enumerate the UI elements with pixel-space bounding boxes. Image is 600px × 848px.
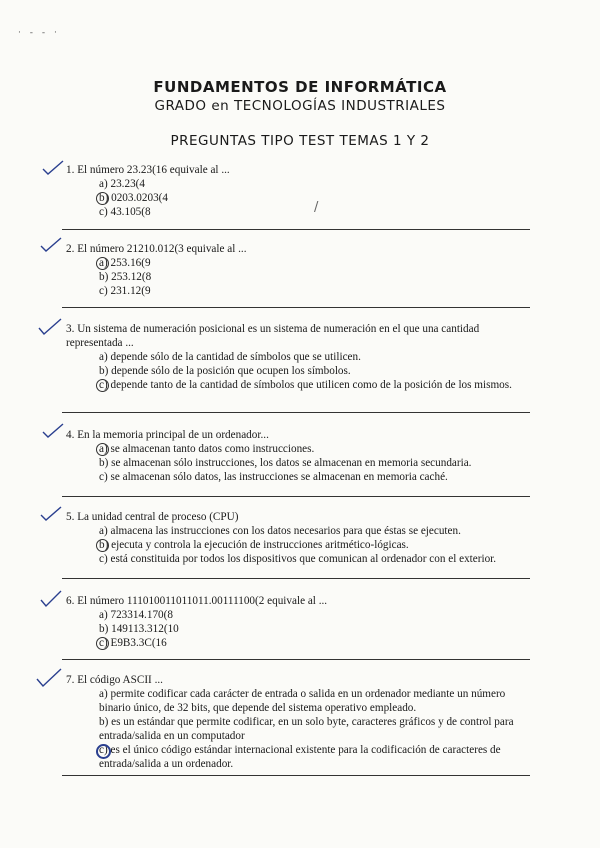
question-5 [66, 510, 526, 566]
checkmark-icon [40, 237, 62, 258]
divider [62, 775, 530, 776]
option-b: b) se almacenan sólo instrucciones, los datos se almacenan en memoria secundaria. [99, 457, 472, 469]
document-subtitle: GRADO en TECNOLOGÍAS INDUSTRIALES [154, 98, 446, 114]
document-title: FUNDAMENTOS DE INFORMÁTICA [153, 78, 447, 96]
checkmark-icon [38, 318, 62, 341]
option-a: a) almacena las instrucciones con los datos necesarios para que éstas se ejecuten. [99, 525, 461, 537]
scan-mark: · - - · [18, 28, 60, 38]
question-text: 6. El número 111010011011011.00111100(2 equivale al ... [66, 595, 328, 607]
option-c: c) E9B3.3C(16 [99, 636, 526, 650]
option-c: c) está constituida por todos los dispositivos que comunican al ordenador con el exterior. [99, 553, 497, 565]
checkmark-icon [40, 506, 62, 527]
question-text: 7. El código ASCII ... [66, 674, 163, 686]
option-c: c) 231.12(9 [99, 285, 151, 297]
question-text: 5. La unidad central de proceso (CPU) [66, 511, 239, 523]
question-text: 4. En la memoria principal de un ordenador... [66, 429, 269, 441]
question-4 [66, 428, 526, 484]
option-a: a) se almacenan tanto datos como instrucciones. [99, 442, 526, 456]
divider [62, 659, 530, 660]
answer-circle-icon [96, 379, 109, 392]
answer-circle-icon [96, 192, 109, 205]
option-c: c) se almacenan sólo datos, las instrucciones se almacenan en memoria caché. [99, 471, 448, 483]
option-a: a) depende sólo de la cantidad de símbolos que se utilicen. [99, 351, 361, 363]
option-b: b) 253.12(8 [99, 271, 152, 283]
option-c: c) depende tanto de la cantidad de símbolos que utilicen como de la posición de los mismos. [99, 378, 526, 392]
option-a: a) 253.16(9 [99, 256, 526, 270]
divider [62, 229, 530, 230]
question-6 [66, 594, 526, 650]
stray-pen-mark: / [314, 200, 319, 215]
divider [62, 412, 530, 413]
checkmark-icon [36, 668, 62, 693]
option-c: c) 43.105(8 [99, 206, 151, 218]
answer-circle-icon [96, 637, 109, 650]
option-b: b) 149113.312(10 [99, 623, 179, 635]
checkmark-icon [42, 423, 64, 444]
question-text: 1. El número 23.23(16 equivale al ... [66, 164, 230, 176]
option-b: b) depende sólo de la posición que ocupen los símbolos. [99, 365, 351, 377]
question-1 [66, 163, 526, 219]
answer-circle-icon [96, 539, 109, 552]
divider [62, 307, 530, 308]
answer-circle-icon [96, 744, 111, 759]
divider [62, 496, 530, 497]
section-title: PREGUNTAS TIPO TEST TEMAS 1 Y 2 [170, 133, 430, 149]
question-text: 2. El número 21210.012(3 equivale al ... [66, 243, 247, 255]
option-a: a) 723314.170(8 [99, 609, 173, 621]
option-a: a) 23.23(4 [99, 178, 145, 190]
question-7 [66, 673, 526, 771]
option-b: b) ejecuta y controla la ejecución de instrucciones aritmético-lógicas. [99, 538, 526, 552]
checkmark-icon [42, 160, 64, 181]
checkmark-icon [40, 590, 62, 613]
option-b: b) es un estándar que permite codificar, en un solo byte, caracteres gráficos y de control para entrada/salida en un computador [99, 716, 514, 742]
option-c: c) es el único código estándar internacional existente para la codificación de caracteres de entrada/salida a un ordenador. [99, 743, 526, 771]
question-text: 3. Un sistema de numeración posicional es un sistema de numeración en el que una cantidad representada ... [66, 323, 480, 349]
question-3 [66, 322, 526, 392]
option-a: a) permite codificar cada carácter de entrada o salida en un ordenador mediante un número binario único, de 32 bits, que depende del sistema operativo empleado. [99, 688, 506, 714]
divider [62, 578, 530, 579]
answer-circle-icon [96, 257, 109, 270]
question-2 [66, 242, 526, 298]
answer-circle-icon [96, 443, 109, 456]
option-b: b) 0203.0203(4 [99, 191, 526, 205]
